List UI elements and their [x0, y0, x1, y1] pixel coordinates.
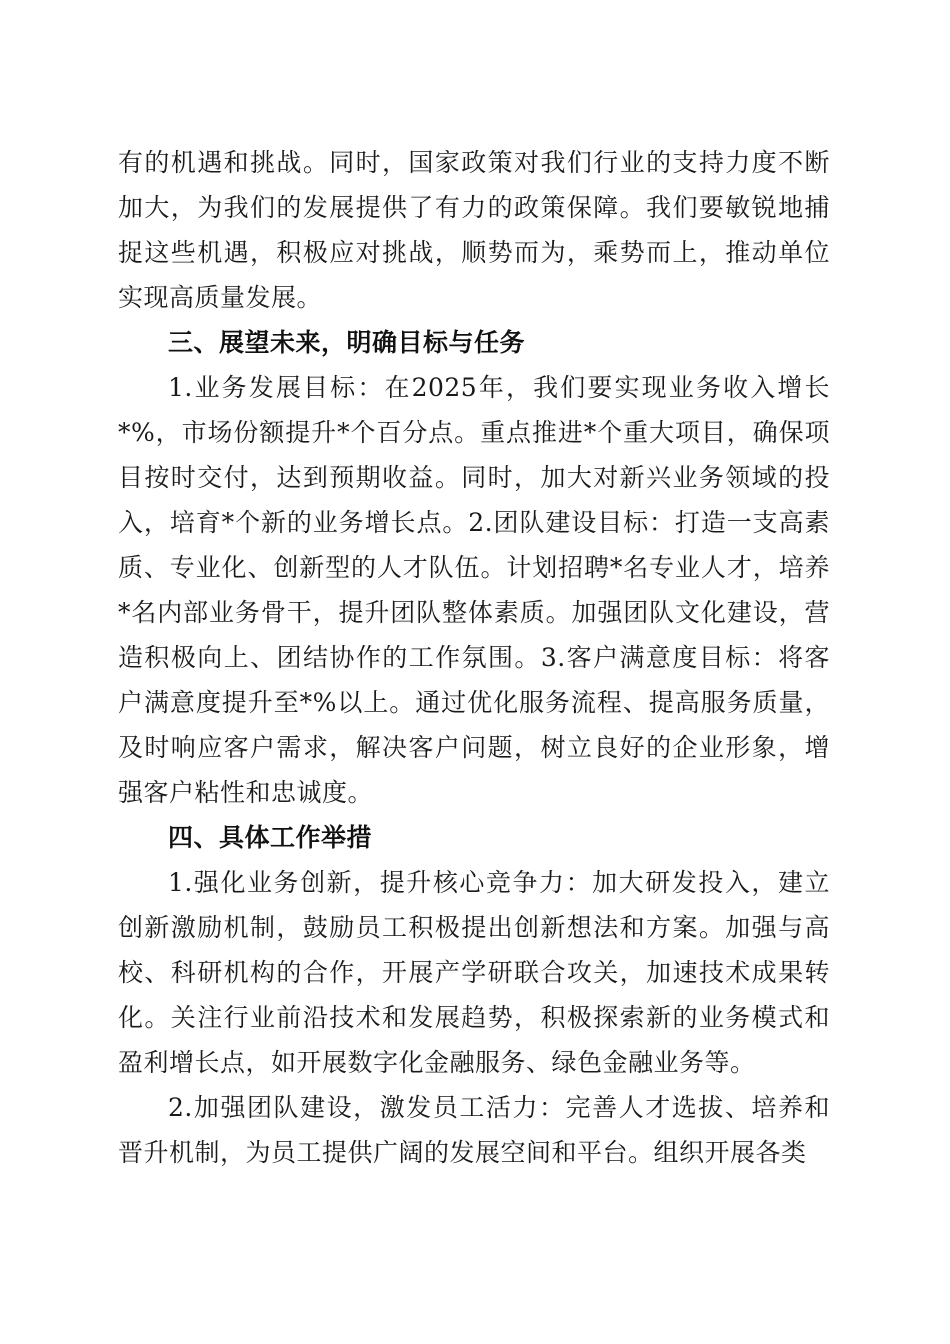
continuation-paragraph: 有的机遇和挑战。同时，国家政策对我们行业的支持力度不断加大，为我们的发展提供了有力的政策保障。我们要敏锐地捕捉这些机遇，积极应对挑战，顺势而为，乘势而上，推动单位实现高质量发展。: [118, 148, 830, 312]
goals-paragraph: 1.业务发展目标：在2025年，我们要实现业务收入增长*%，市场份额提升*个百分点。重点推进*个重大项目，确保项目按时交付，达到预期收益。同时，加大对新兴业务领域的投入，培育*个新的业务增长点。2.团队建设目标：打造一支高素质、专业化、创新型的人才队伍。计划招聘*名专业人才，培养*名内部业务骨干，提升团队整体素质。加强团队文化建设，营造积极向上、团结协作的工作氛围。3.客户满意度目标：将客户满意度提升至*%以上。通过优化服务流程、提高服务质量，及时响应客户需求，解决客户问题，树立良好的企业形象，增强客户粘性和忠诚度。: [118, 373, 830, 807]
section-heading-four: 四、具体工作举措: [168, 823, 373, 852]
measure-paragraph-2: 2.加强团队建设，激发员工活力：完善人才选拔、培养和晋升机制，为员工提供广阔的发展空间和平台。组织开展各类: [118, 1093, 830, 1167]
document-body: [118, 140, 830, 1175]
measure-paragraph-1: 1.强化业务创新，提升核心竞争力：加大研发投入，建立创新激励机制，鼓励员工积极提出创新想法和方案。加强与高校、科研机构的合作，开展产学研联合攻关，加速技术成果转化。关注行业前沿技术和发展趋势，积极探索新的业务模式和盈利增长点，如开展数字化金融服务、绿色金融业务等。: [118, 868, 830, 1077]
section-heading-three: 三、展望未来，明确目标与任务: [168, 328, 526, 357]
